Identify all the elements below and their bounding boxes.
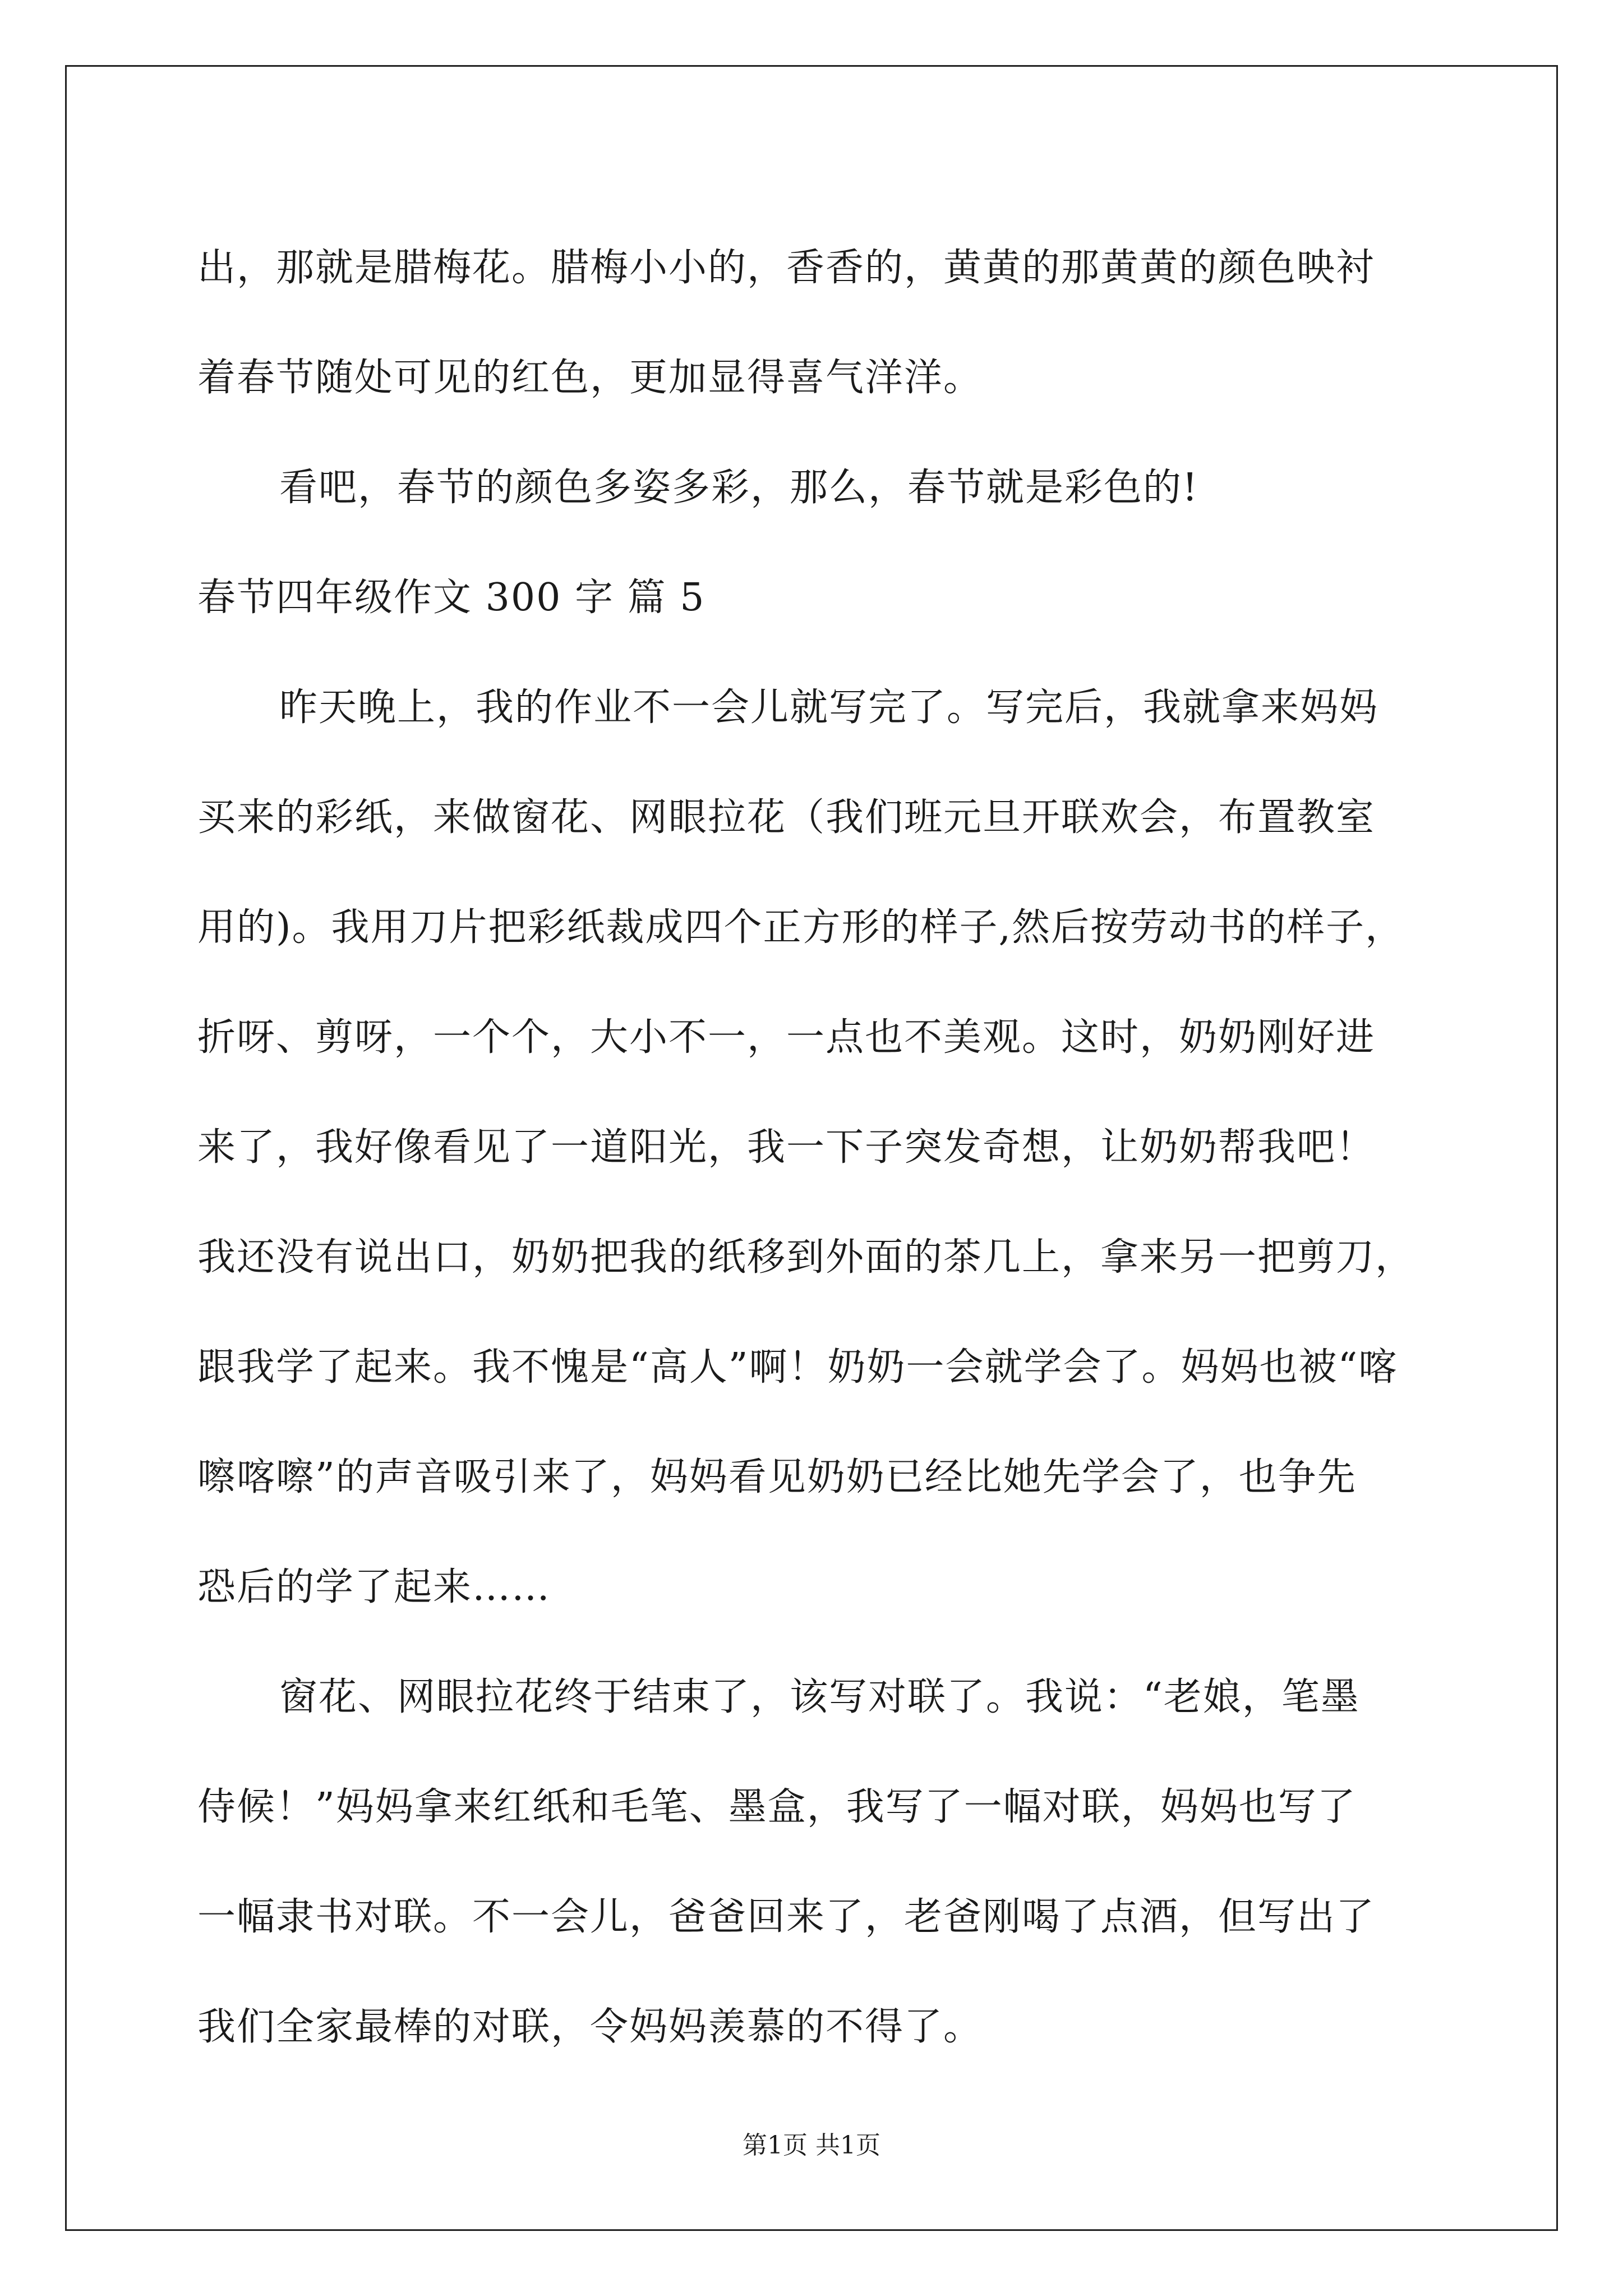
text-line: 侍候！”妈妈拿来红纸和毛笔、墨盒，我写了一幅对联，妈妈也写了	[197, 1785, 1357, 1829]
page-footer: 第1页 共1页	[743, 2131, 880, 2160]
text-line: 我还没有说出口，奶奶把我的纸移到外面的茶几上，拿来另一把剪刀，	[197, 1235, 1415, 1280]
text-line: 出，那就是腊梅花。腊梅小小的，香香的，黄黄的那黄黄的颜色映衬	[197, 246, 1376, 290]
text-line: 折呀、剪呀，一个个，大小不一，一点也不美观。这时，奶奶刚好进	[197, 1015, 1376, 1060]
text-line: 窗花、网眼拉花终于结束了，该写对联了。我说：“老娘，笔墨	[279, 1675, 1360, 1719]
text-line: 来了，我好像看见了一道阳光，我一下子突发奇想，让奶奶帮我吧！	[197, 1125, 1376, 1170]
text-line: 用的)。我用刀片把彩纸裁成四个正方形的样子,然后按劳动书的样子，	[197, 905, 1405, 950]
text-line: 我们全家最棒的对联，令妈妈羡慕的不得了。	[197, 2005, 983, 2049]
text-line: 恐后的学了起来……	[197, 1565, 551, 1609]
text-line: 着春节随处可见的红色，更加显得喜气洋洋。	[197, 356, 983, 400]
text-line: 昨天晚上，我的作业不一会儿就写完了。写完后，我就拿来妈妈	[279, 685, 1379, 730]
text-line: 跟我学了起来。我不愧是“高人”啊！奶奶一会就学会了。妈妈也被“喀	[197, 1345, 1398, 1389]
text-line: 嚓喀嚓”的声音吸引来了，妈妈看见奶奶已经比她先学会了，也争先	[197, 1455, 1357, 1499]
text-line: 看吧，春节的颜色多姿多彩，那么，春节就是彩色的!	[279, 466, 1199, 510]
text-line: 买来的彩纸，来做窗花、网眼拉花（我们班元旦开联欢会，布置教室	[197, 795, 1376, 840]
document-body	[197, 213, 1431, 2082]
section-heading: 春节四年级作文 300 字 篇 5	[197, 576, 706, 620]
text-line: 一幅隶书对联。不一会儿，爸爸回来了，老爸刚喝了点酒，但写出了	[197, 1895, 1376, 1939]
